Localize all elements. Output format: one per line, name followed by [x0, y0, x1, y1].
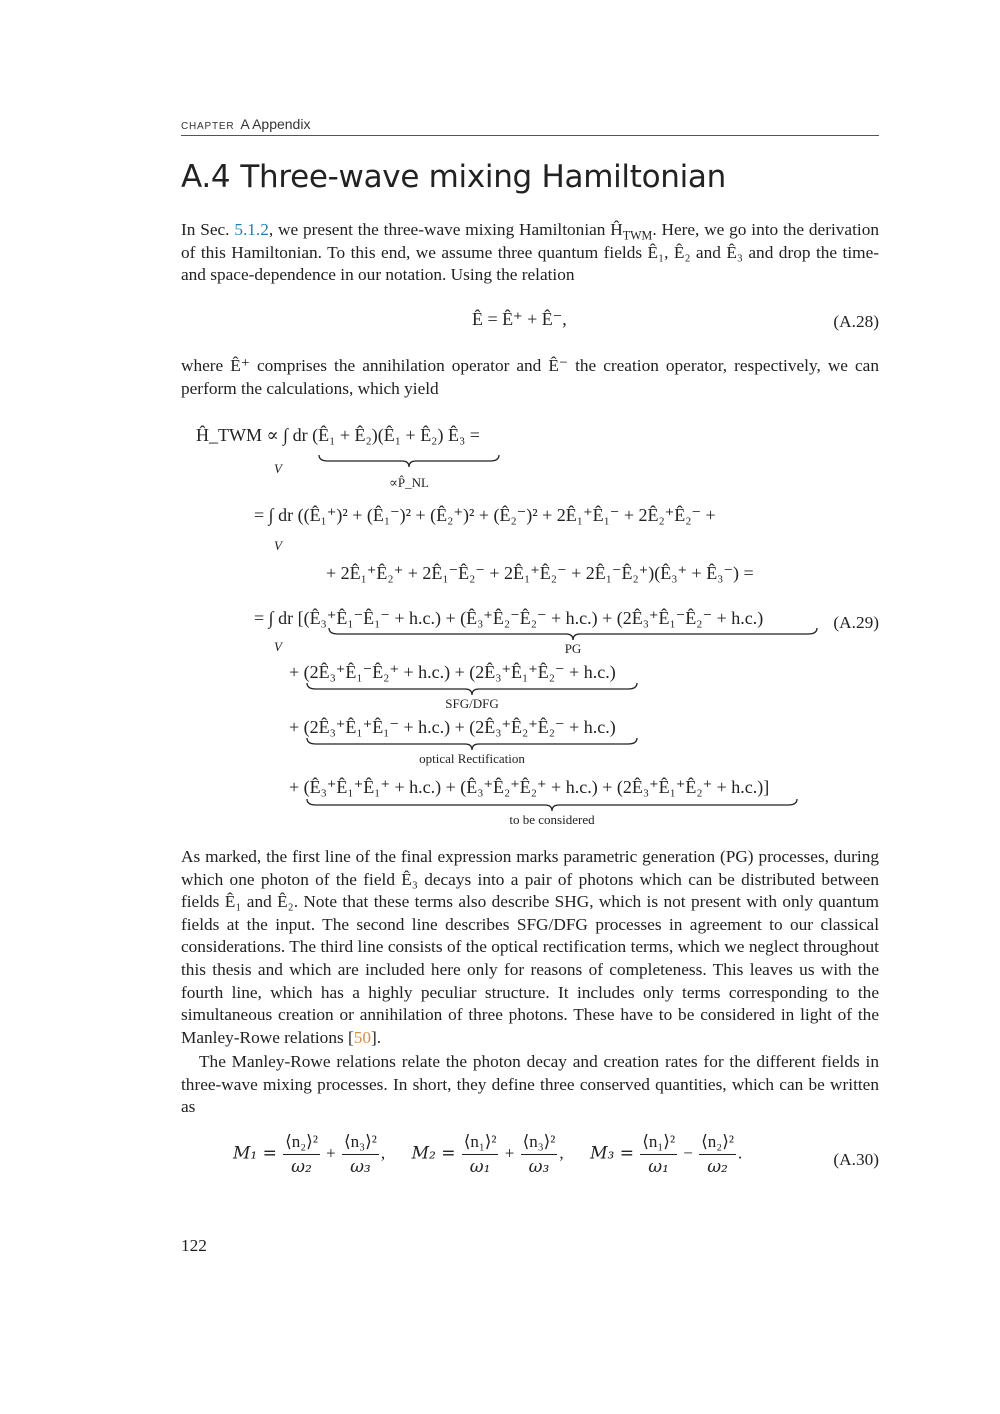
eq-a29-line6: + (2Ê₃⁺Ê₁⁺Ê₁⁻ + h.c.) + (2Ê₃⁺Ê₂⁺Ê₂⁻ + h.c.) — [289, 717, 616, 737]
frac-m1-b-den: ω₃ — [350, 1157, 371, 1177]
para3-text-2: ]. — [371, 1027, 382, 1047]
m2-lhs: M₂ = — [411, 1143, 456, 1164]
m1-comma: , — [380, 1143, 386, 1163]
eq-a29-line4: = ∫ dr [(Ê₃⁺Ê₁⁻Ê₁⁻ + h.c.) + (Ê₃⁺Ê₂⁻Ê₂⁻ + h.c.) + (2Ê₃⁺Ê₁⁻Ê₂⁻ + h.c.) — [254, 608, 764, 628]
m1-plus: + — [326, 1143, 336, 1163]
frac-m2-b-den: ω₃ — [528, 1157, 550, 1177]
para1-text-1: In Sec. — [181, 220, 230, 239]
eq-a29-line2: = ∫ dr ((Ê₁⁺)² + (Ê₁⁻)² + (Ê₂⁺)² + (Ê₂⁻)² + 2Ê₁⁺Ê₁⁻ + 2Ê₂⁺Ê₂⁻ + — [254, 505, 716, 525]
m1-lhs: M₁ = — [233, 1143, 277, 1164]
frac-m2-a-num: ⟨n₁⟩² — [462, 1132, 499, 1155]
equation-number-a28: (A.28) — [833, 312, 879, 331]
m2-plus: + — [504, 1143, 515, 1163]
equation-number-a30: (A.30) — [833, 1150, 879, 1169]
frac-m1-b-num: ⟨n₃⟩² — [342, 1132, 379, 1155]
frac-m3-b-num: ⟨n₂⟩² — [699, 1132, 736, 1155]
frac-m2-a — [462, 1132, 499, 1177]
underbrace-pnl — [318, 453, 500, 469]
m3-lhs: M₃ = — [590, 1143, 634, 1164]
frac-m1-b — [342, 1132, 379, 1177]
section-reference-link[interactable]: 5.1.2 — [234, 220, 269, 239]
para4-text: The Manley-Rowe relations relate the photon decay and creation rates for the different fields in three-wave mixing processes. In short, they define three conserved quantities, which can be written as — [181, 1052, 879, 1117]
equation-a28: Ê = Ê⁺ + Ê⁻, — [472, 309, 567, 329]
integral-domain-1: V — [274, 461, 282, 476]
m3-period: . — [737, 1143, 743, 1163]
frac-m3-a-den: ω₁ — [648, 1157, 669, 1177]
eq-a29-line3: + 2Ê₁⁺Ê₂⁺ + 2Ê₁⁻Ê₂⁻ + 2Ê₁⁺Ê₂⁻ + 2Ê₁⁻Ê₂⁺)(Ê₃⁺ + Ê₃⁻) = — [326, 563, 754, 583]
frac-m1-a-num: ⟨n₂⟩² — [283, 1132, 320, 1155]
underbrace-pg — [328, 626, 818, 642]
underbrace-label-sfg-dfg: SFG/DFG — [445, 696, 499, 711]
citation-link[interactable]: 50 — [353, 1027, 372, 1047]
m3-minus: − — [683, 1143, 693, 1163]
eq-a29-line5: + (2Ê₃⁺Ê₁⁻Ê₂⁺ + h.c.) + (2Ê₃⁺Ê₁⁺Ê₂⁻ + h.c.) — [289, 662, 616, 682]
para1-text-3: . Here, we go into the derivation of this Hamiltonian. To this end, we assume three quantum fields Ê₁, Ê₂ and Ê₃ and drop the time- and space-dependence in our notation. Using the relation — [181, 220, 879, 285]
running-header — [181, 116, 879, 136]
paragraph-intro — [181, 219, 879, 287]
chapter-word: CHAPTER — [181, 121, 235, 132]
frac-m3-b — [699, 1132, 736, 1177]
underbrace-label-pg: PG — [564, 641, 582, 656]
underbrace-label-pnl: ∝P̂_NL — [389, 475, 429, 490]
section-number: A.4 — [181, 159, 231, 195]
page-number: 122 — [181, 1236, 207, 1255]
eq-a29-line1: Ĥ_TWM ∝ ∫ dr (Ê₁ + Ê₂)(Ê₁ + Ê₂) Ê₃ = — [196, 425, 480, 445]
frac-m3-a-num: ⟨n₁⟩² — [640, 1132, 677, 1155]
frac-m3-a — [640, 1132, 677, 1177]
underbrace-to-be-considered — [306, 797, 798, 813]
m2-comma: , — [559, 1143, 564, 1163]
frac-m3-b-den: ω₂ — [707, 1157, 728, 1177]
underbrace-label-optical-rectification: optical Rectification — [419, 751, 525, 766]
frac-m1-a — [283, 1132, 320, 1177]
frac-m2-a-den: ω₁ — [469, 1157, 491, 1177]
integral-domain-2: V — [274, 538, 282, 553]
eq-a29-line7: + (Ê₃⁺Ê₁⁺Ê₁⁺ + h.c.) + (Ê₃⁺Ê₂⁺Ê₂⁺ + h.c.) + (2Ê₃⁺Ê₁⁺Ê₂⁺ + h.c.)] — [289, 777, 770, 797]
equation-number-a29: (A.29) — [833, 613, 879, 632]
underbrace-label-to-be-considered: to be considered — [509, 812, 595, 827]
chapter-label: A Appendix — [240, 116, 311, 132]
frac-m1-a-den: ω₂ — [291, 1157, 312, 1177]
para3-text-1: As marked, the first line of the final expression marks parametric generation (PG) processes, during which one photon of the field Ê₃ decays into a pair of photons which can be distributed between fields Ê₁ and Ê₂. Note that these terms also describe SHG, which is not present with only quantum fields at the input. The second line describes SFG/DFG processes in agreement to our classical considerations. The third line consists of the optical rectification terms, which we neglect throughout this thesis and which are included here only for reasons of completeness. This leaves us with the fourth line, which has a highly peculiar structure. It includes only terms corresponding to the simultaneous creation or annihilation of three photons. These have to be considered in light of the Manley-Rowe relations [ — [181, 847, 879, 1047]
section-title-text: Three-wave mixing Hamiltonian — [240, 159, 726, 195]
paragraph-manley-rowe — [181, 1051, 879, 1119]
paragraph-discussion — [181, 846, 879, 1049]
para1-text-2: , we present the three-wave mixing Hamiltonian Ĥ — [268, 220, 623, 239]
frac-m2-b-num: ⟨n₃⟩² — [521, 1132, 558, 1155]
equation-a30 — [233, 1132, 742, 1177]
paragraph-operators: where Ê⁺ comprises the annihilation operator and Ê⁻ the creation operator, respectively, we can perform the calculations, which yield — [181, 356, 879, 398]
integral-domain-3: V — [274, 639, 282, 654]
section-title — [181, 159, 726, 195]
underbrace-sfg-dfg — [306, 681, 638, 697]
underbrace-optical-rectification — [306, 736, 638, 752]
para1-sub: TWM — [622, 228, 653, 243]
frac-m2-b — [521, 1132, 558, 1177]
